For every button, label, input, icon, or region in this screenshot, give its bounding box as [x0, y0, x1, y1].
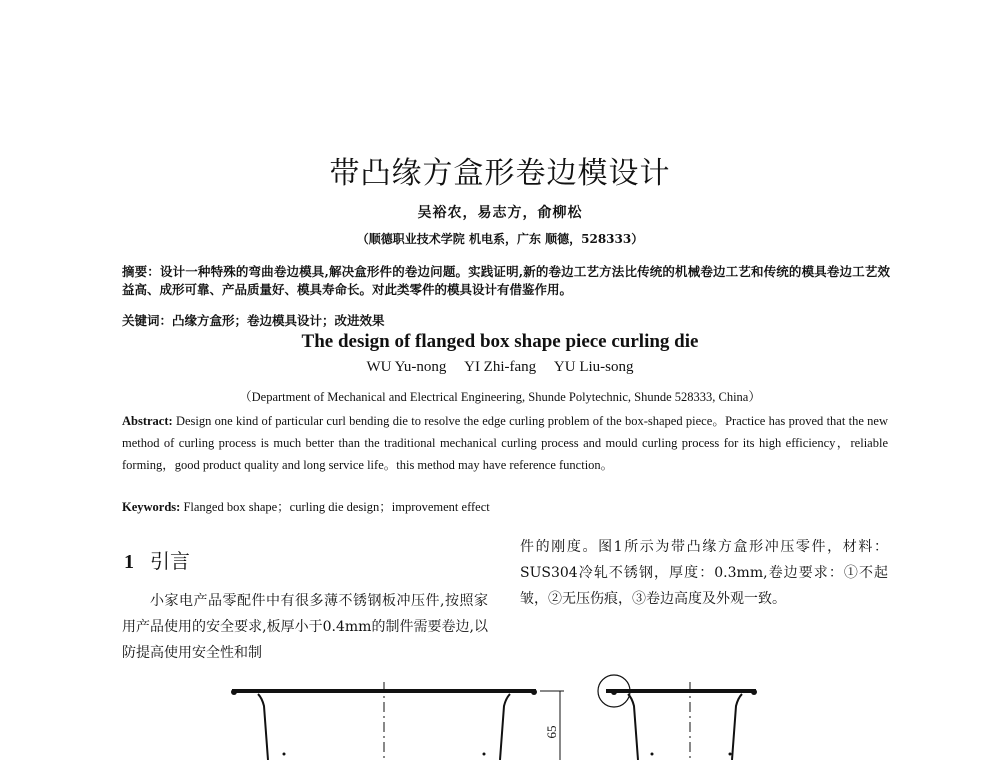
paper-title-en: The design of flanged box shape piece curling die — [301, 331, 699, 352]
section-heading — [124, 545, 190, 574]
abstract-cn-label: 摘要： — [122, 264, 160, 279]
curl-end — [531, 689, 537, 695]
figure-1-drawing — [0, 660, 1000, 760]
affiliation-en: （Department of Mechanical and Electrical Engineering, Shunde Polytechnic, Shunde 528333, China） — [239, 390, 761, 404]
box-wall-detail-left — [628, 694, 638, 760]
abstract-cn — [122, 263, 890, 299]
mark-dot — [651, 753, 654, 756]
curl-end — [231, 689, 237, 695]
keywords-en-text: Flanged box shape；curling die design；improvement effect — [183, 500, 490, 514]
abstract-en — [122, 410, 888, 476]
author-en: WU Yu-nong — [366, 359, 447, 375]
mark-dot — [283, 753, 286, 756]
authors-en — [0, 359, 1000, 376]
curl-end — [611, 689, 617, 695]
author-en: YI Zhi-fang — [464, 359, 537, 375]
box-wall-detail-right — [732, 694, 742, 760]
mark-dot — [483, 753, 486, 756]
abstract-en-label: Abstract: — [122, 414, 173, 428]
authors-cn: 吴裕农，易志方，俞柳松 — [417, 205, 583, 221]
affiliation-cn: （顺德职业技术学院 机电系，广东 顺德，528333） — [356, 232, 644, 246]
box-wall-left — [258, 694, 268, 760]
abstract-en-text: Design one kind of particular curl bending die to resolve the edge curling problem of the box-shaped piece。Practice has proved that the new method of curling process is much better than the traditional mechanical curling process and mould curling process for its high efficiency，reliable forming，good product quality and long service life。this method may have reference function。 — [122, 414, 888, 472]
paper-title-cn: 带凸缘方盒形卷边模设计 — [329, 156, 671, 191]
author-en: YU Liu-song — [553, 359, 634, 375]
keywords-cn — [122, 311, 890, 329]
abstract-cn-text: 设计一种特殊的弯曲卷边模具,解决盒形件的卷边问题。实践证明,新的卷边工艺方法比传统的机械卷边工艺和传统的模具卷边工艺效益高、成形可靠、产品质量好、模具寿命长。对此类零件的模具设计有借鉴作用。 — [122, 264, 890, 297]
keywords-cn-label: 关键词： — [122, 313, 173, 328]
body-paragraph-right: 件的刚度。图1所示为带凸缘方盒形冲压零件，材料：SUS304冷轧不锈钢，厚度：0.3mm,卷边要求：①不起皱，②无压伤痕，③卷边高度及外观一致。 — [520, 539, 888, 607]
keywords-en — [122, 497, 888, 515]
dimension-label: 65 — [544, 725, 559, 739]
curl-end — [751, 689, 757, 695]
section-number: 1 — [124, 551, 134, 573]
section-title: 引言 — [150, 549, 190, 573]
keywords-cn-text: 凸缘方盒形；卷边模具设计；改进效果 — [172, 313, 385, 328]
body-paragraph-left: 小家电产品零配件中有很多薄不锈钢板冲压件,按照家用产品使用的安全要求,板厚小于0.4mm的制件需要卷边,以防提高使用安全性和制 — [122, 593, 488, 661]
mark-dot — [729, 753, 732, 756]
keywords-en-label: Keywords: — [122, 500, 181, 514]
box-wall-right — [500, 694, 510, 760]
